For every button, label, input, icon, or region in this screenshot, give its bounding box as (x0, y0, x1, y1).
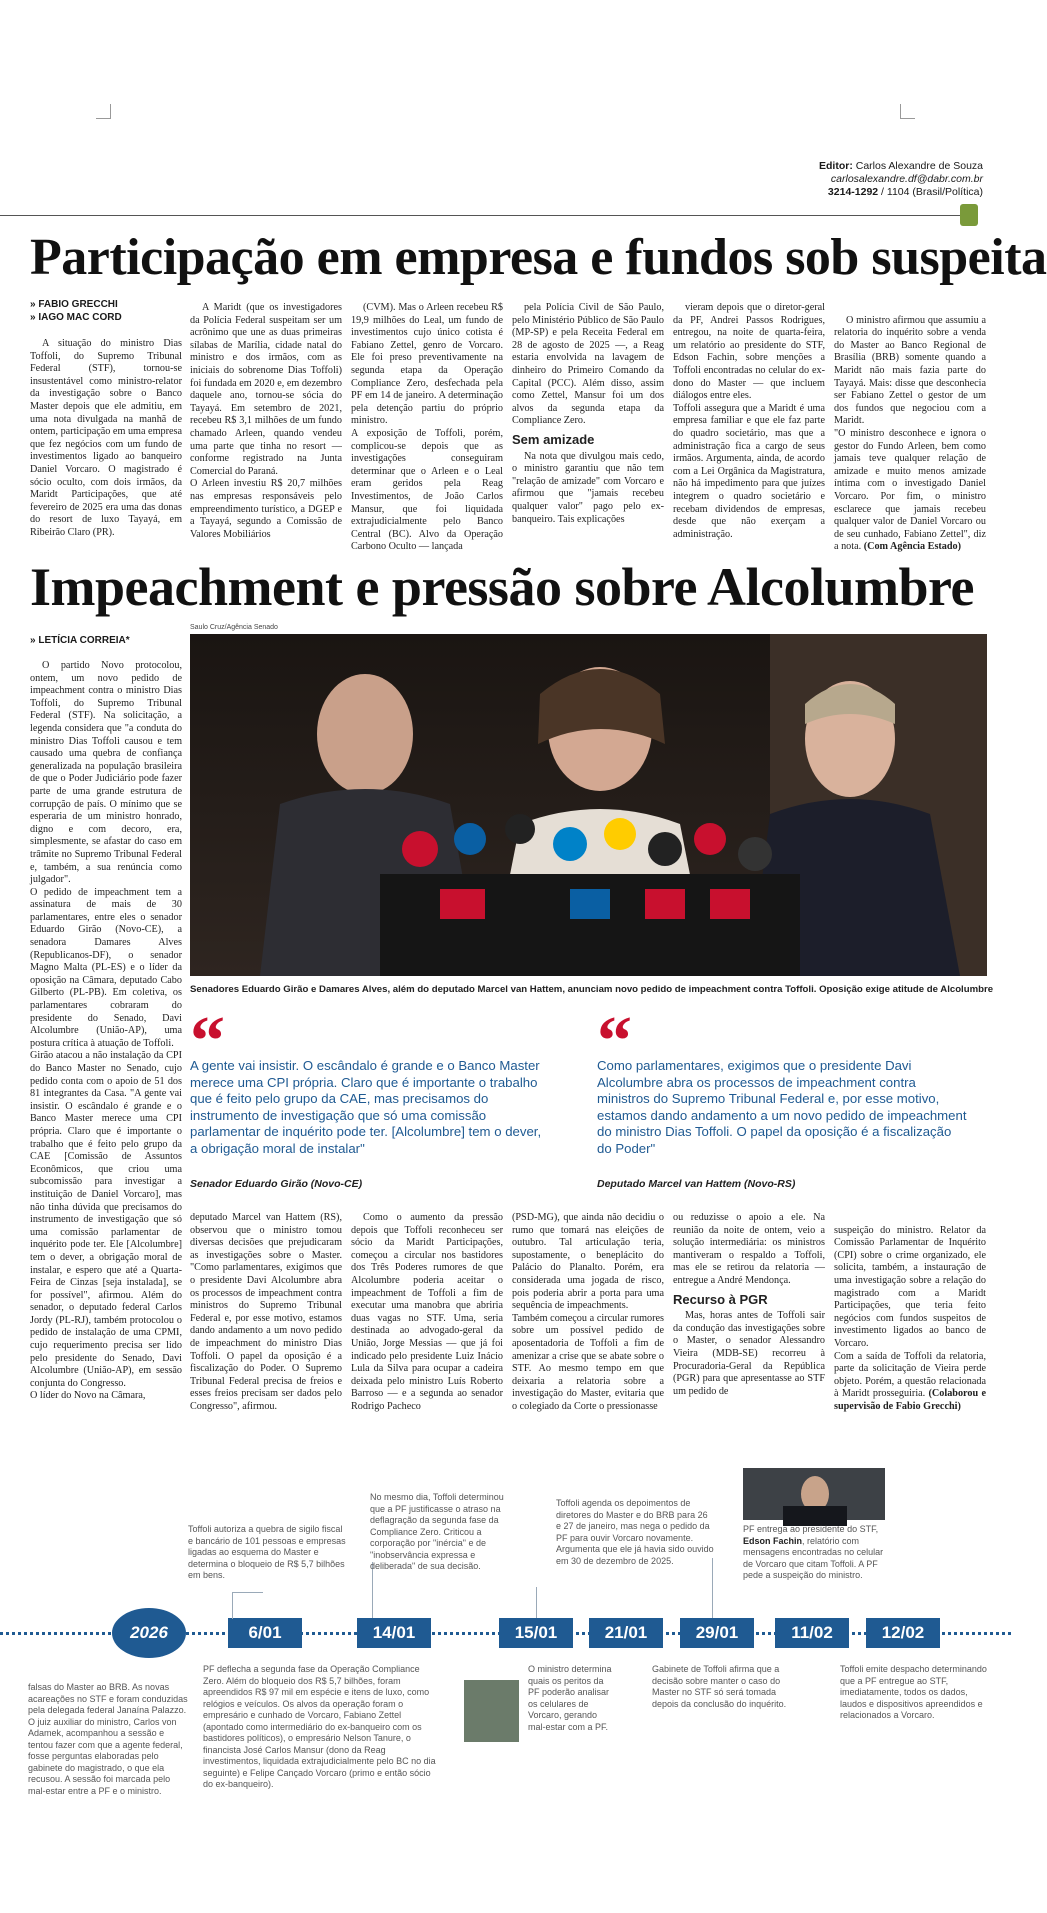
a2-col4-text: (PSD-MG), que ainda não decidiu o rumo que tomará nas eleições de outubro. Tal articulação teria, supostamente, o beneplácito do Palácio do Planalto. Porém, era considerada uma jogada de risco, pois poderia abrir a porta para uma sequência de impeachments. Também começou a circular rumores sobre um possível pedido de aposentadoria de Toffoli a fim de amenizar a crise que se abate sobre o STF. Ao mesmo tempo em que deixaria a relatoria sobre a investigação do Master, evitaria que o colegiado da Corte o pressionasse (512, 1212, 664, 1412)
a2-col5b-text: Mas, horas antes de Toffoli sair da condução das investigações sobre o Master, o senador Alessandro Vieira (MDB-SE) recorreu à Procuradoria-Geral da República (PGR) para que apresentasse ao STF um pedido de (673, 1310, 825, 1397)
a1-col6-body: O ministro afirmou que assumiu a relatoria do inquérito sobre a venda do Master ao Banco Regional de Brasília (BRB) somente quando a Maridt não mais fazia parte do Tayayá. Mais: disse que desconhecia ser Fabiano Zettel o gestor de um dos fundos que negociou com a Maridt. "O ministro desconhece e ignora o gestor do Fundo Arleen, bem como jamais teve qualquer relação de amizade e muito menos amizade íntima com o investigado Daniel Vorcaro. Por fim, o ministro esclarece que jamais recebeu qualquer valor de Daniel Vorcaro ou de seu cunhado, Fabiano Zettel", diz a nota. (834, 314, 986, 553)
byline-1: » FABIO GRECCHI (30, 299, 118, 310)
editor-phone: 3214-1292 (827, 186, 879, 198)
crop-mark-top-right (900, 104, 915, 119)
a1-col4a-text: pela Polícia Civil de São Paulo, pelo Ministério Público de São Paulo (MP-SP) e pela Receita Federal em 28 de agosto de 2025 —, a Reag estaria envolvida na lavagem de dinheiro do Primeiro Comando da Capital (PCC). Além disso, assim como Zettel, Mansur foi um dos alvos da segunda etapa da Compliance Zero. (512, 302, 664, 427)
a2-col6-body: suspeição do ministro. Relator da Comissão Parlamentar de Inquérito (CPI) sobre o crime organizado, ele solicita, também, a instauração de uma investigação sobre a relação do magistrado com a Maridt Participações, que teria feito negócios com fundos suspeitos de investimento ligados ao banco de Vorcaro. Com a saída de Toffoli da relatoria, parte da solicitação de Vieira perde objeto. Porém, a questão relacionada à Maridt prosseguiria. (834, 1224, 986, 1400)
editor-name: Carlos Alexandre de Souza (855, 160, 983, 172)
timeline-event-6-01: Toffoli autoriza a quebra de sigilo fiscal e bancário de 101 pessoas e empresas ligadas ao esquema do Master e determina o bloqueio de R$ 5,7 bilhões em bens. (188, 1524, 346, 1580)
quote-mark-icon-2: “ (597, 1003, 626, 1080)
article1-bylines (30, 298, 122, 324)
timeline-bottom-1: falsas do Master ao BRB. As novas acareações no STF e foram conduzidas pela delegada federal Janaína Palazzo. O juiz auxiliar do ministro, Carlos von Adamek, acompanhou a sessão e tentou fazer com que a agente federal, fosse perguntas elaboradas pelo gabinete do magistrado, o que ela recusou. A sessão foi marcada pelo mal-estar entre a PF e o ministro. (28, 1682, 188, 1796)
timeline-bottom-2: PF deflecha a segunda fase da Operação Compliance Zero. Além do bloqueio dos R$ 5,7 bilhões, foram apreendidos R$ 97 mil em espécie e itens de luxo, como relógios e veículos. Os alvos da operação foram o empresário e cunhado de Vorcaro, Fabiano Zettel (apontado como intermediário do ex-banqueiro com os bastidores políticos), o empresário Nelson Tanure, o financista José Carlos Mansur (dono da Reag investimentos, liquidada extrajudicialmente pelo BC no dia seguinte) e Felipe Cançado Vorcaro (primo e então sócio do ex-banqueiro). (203, 1664, 436, 1789)
a1-col6-tag: (Com Agência Estado) (863, 541, 962, 553)
quote-1-source: Senador Eduardo Girão (Novo-CE) (190, 1178, 363, 1190)
article2-col6 (834, 1212, 986, 1412)
photo-illustration (190, 634, 987, 976)
e4-a: PF entrega ao presidente do STF, (743, 1524, 879, 1534)
article2-col3 (351, 1212, 503, 1412)
a2-col1-text: O partido Novo protocolou, ontem, um novo pedido de impeachment contra o ministro Dias Toffoli, do Supremo Tribunal Federal (STF). Na solicitação, a legenda considera que "a conduta do ministro Dias Toffoli causou e tem causado uma quebra de confiança generalizada na população brasileira de que o Poder Judiciário pode fazer parte de uma grande estrutura de corrupção de país. O mínimo que se esperaria de um ministro honrado, digno e com decoro, era, simplesmente, se afastar do caso em trâmite no Supremo Tribunal Federal e, também, a sua renúncia como julgador". O pedido de impeachment tem a assinatura de mais de 30 parlamentares, entre eles o senador Eduardo Girão (Novo-CE), a senadora Damares Alves (Republicanos-DF), o senador Magno Malta (PL-ES) e o líder da oposição na Câmara, deputado Cabo Gilberto (PL-PB). Em coletiva, os parlamentares cobraram do presidente do Senado, Davi Alcolumbre (União-AP), uma postura crítica à atuação de Toffoli. Girão atacou a não instalação da CPI do Banco Master no Senado, cujo pedido conta com o apoio de 51 dos 81 integrantes da Casa. "A gente vai insistir. O escândalo é grande e o Banco Master merece uma CPI própria. Claro que é importante o trabalho que é feito pelo grupo da CAE [Comissão de Assuntos Econômicos, que criou uma subcomissão para investigar a instituição de Daniel Vorcaro], mas não tinha dúvida que precisamos do instrumento de investigação que só uma comissão parlamentar de inquérito pode ter. Ele [Alcolumbre] tem o dever, a obrigação moral de instalar, e espero que até a Quarta-Feira de Cinzas [seja instalada], se for possível", afirmou. Além do senador, o deputado federal Carlos Jordy (PL-RJ), também protocolou o pedido de instalação de uma CPMI, cujo requerimento precisa ser lido pelo presidente do Senado, Davi Alcolumbre (União-AP), em sessão conjunta do Congresso. O líder do Novo na Câmara, (30, 660, 182, 1402)
editor-email[interactable]: carlosalexandre.df@dabr.com.br (830, 173, 983, 185)
timeline-date-2: 14/01 (357, 1618, 431, 1648)
quote-1: A gente vai insistir. O escândalo é grande e o Banco Master merece uma CPI própria. Claro que é importante o trabalho que é feito pelo grupo da CAE, mas precisamos do instrumento de investigação que só uma comissão parlamentar de inquérito pode ter. [Alcolumbre] tem o dever, a obrigação moral de instalar" (190, 1058, 542, 1156)
connector-1 (232, 1592, 263, 1619)
timeline-date-3: 15/01 (499, 1618, 573, 1648)
timeline-bottom-5: Toffoli emite despacho determinando que a PF entregue ao STF, imediatamente, todos os dados, laudos e dispositivos apreendidos e relacionados a Vorcaro. (840, 1664, 987, 1720)
article2-col4 (512, 1212, 664, 1412)
timeline-year: 2026 (112, 1608, 186, 1658)
article1-col3 (351, 302, 503, 578)
article1-col4 (512, 302, 664, 578)
quote-2-source: Deputado Marcel van Hattem (Novo-RS) (597, 1178, 796, 1190)
a2-col3-text: Como o aumento da pressão depois que Toffoli reconheceu ser sócio da Maridt Participações, começou a circular nos bastidores dos Três Poderes rumores de que Alcolumbre poderia aceitar o impeachment de Toffoli a fim de executar uma manobra que abriria duas vagas no STF. Uma, seria destinada ao advogado-geral da União, Jorge Messias — que já foi indicado pelo presidente Luiz Inácio Lula da Silva para ocupar a cadeira deixada pelo ministro Luís Roberto Barroso — e a segunda ao senador Rodrigo Pacheco (351, 1212, 503, 1412)
photo-caption: Senadores Eduardo Girão e Damares Alves, além do deputado Marcel van Hattem, anunciam novo pedido de impeachment contra Toffoli. Oposição exige atitude de Alcolumbre (190, 984, 994, 995)
article2-headline: Impeachment e pressão sobre Alcolumbre (30, 557, 974, 617)
a2-col6-text (834, 1225, 986, 1414)
a1-col4b-text: Na nota que divulgou mais cedo, o ministro garantiu que não tem "relação de amizade" com Vorcaro e afirmou que "jamais recebeu qualquer valor" pago pelo ex-banqueiro. Tais explicações (512, 450, 664, 525)
timeline-date-4: 21/01 (589, 1618, 663, 1648)
e4-name: Edson Fachin (743, 1535, 803, 1546)
article2-col2 (190, 1212, 342, 1412)
celulares-photo (464, 1680, 519, 1742)
a1-col2-text: A Maridt (que os investigadores da Polícia Federal suspeitam ser um acrônimo que une as duas primeiras sílabas de Marília, cidade natal do ministro e dos irmãos, com as iniciais do sobrenome Dias Toffoli) foi fundada em 2020 e, em dezembro daquele ano, tornou-se sócia do Tayayá. Em setembro de 2021, recebeu R$ 3,1 milhões de um fundo chamado Arleen, quando vendeu uma parte que tinha no resort — conforme registrado na Junta Comercial do Paraná. O Arleen investiu R$ 20,7 milhões nas empresas responsáveis pelo empreendimento turístico, a DGEP e a Tayayá, segundo a Comissão de Valores Mobiliários (190, 302, 342, 540)
a2-col5a-text: ou reduzisse o apoio a ele. Na reunião da noite de ontem, veio a solução intermediária: os ministros mantiveram o respaldo a Toffoli, mas ele se retirou da relatoria — entregue a André Mendonça. (673, 1212, 825, 1286)
quote-mark-icon-1: “ (190, 1003, 219, 1080)
timeline-date-5: 29/01 (680, 1618, 754, 1648)
press-conference-photo (190, 634, 987, 976)
article1-col1 (30, 338, 182, 578)
editor-desk: / 1104 (Brasil/Política) (878, 186, 983, 198)
header-rule (0, 215, 968, 216)
a2-col6-tag: (Colaborou e supervisão de Fabio Grecchi) (834, 1388, 986, 1412)
a1-col5-text: vieram depois que o diretor-geral da PF, Andrei Passos Rodrigues, entregou, na noite de quarta-feira, um relatório ao presidente do STF, Edson Fachin, sobre menções a Toffoli encontradas no celular do ex-dono do Master — que incluem diálogos entre eles. Toffoli assegura que a Maridt é uma empresa familiar e que ele faz parte do quadro societário, mas que a administração fica a cargo de seus irmãos. Argumenta, ainda, de acordo com a Lei Orgânica da Magistratura, não há impedimento para que juízes integrem o quadro societário e recebam dividendos de empresas, desde que não exerçam a administração. (673, 302, 825, 540)
fachin-photo (743, 1468, 885, 1520)
editor-block (819, 160, 983, 199)
quote-2: Como parlamentares, exigimos que o presidente Davi Alcolumbre abra os processos de impeachment contra ministros do Supremo Tribunal Federal e, por esse motivo, estamos dando andamento a um novo pedido de impeachment do ministro Dias Toffoli. O papel da oposição é a fiscalização do Poder" (597, 1058, 967, 1156)
article1-col6 (834, 302, 986, 578)
a1-col3-text: (CVM). Mas o Arleen recebeu R$ 19,9 milhões do Leal, um fundo de investimentos cujo único cotista é Fabiano Zettel, genro de Vorcaro. Ele foi preso preventivamente na segunda etapa da Operação Compliance Zero, desfechada pela PF em 14 de janeiro. A determinação pela detenção partiu do próprio ministro. A exposição de Toffoli, porém, complicou-se depois que as investigações conseguiram determinar que o Arleen e o Leal eram geridos pela Reag Investimentos, de João Carlos Mansur, que foi liquidada extrajudicialmente pelo Banco Central (BC). Alvo da Operação Carbono Oculto — lançada (351, 302, 503, 553)
timeline-event-21-01: Toffoli agenda os depoimentos de diretores do Master e do BRB para 26 e 27 de janeiro, mas nega o pedido da PF para ouvir Vorcaro novamente. Argumenta que ele já havia sido ouvido em 30 de dezembro de 2025. (556, 1498, 714, 1566)
a2-col2-text: deputado Marcel van Hattem (RS), observou que o ministro tomou diversas decisões que prejudicaram as investigações sobre o Master. "Como parlamentares, exigimos que o presidente Davi Alcolumbre abra os processos de impeachment contra ministros do Supremo Tribunal Federal e, por esse motivo, estamos dando andamento a um novo pedido de impeachment do ministro Dias Toffoli. O papel da oposição é a fiscalização do Poder. O Supremo Tribunal Federal precisa de freios e esses freios precisam ser dados pelo Congresso", afirmou. (190, 1212, 342, 1412)
timeline-date-7: 12/02 (866, 1618, 940, 1648)
a2-subhead: Recurso à PGR (673, 1291, 768, 1307)
article2-col1 (30, 660, 182, 1402)
editor-label: Editor: (819, 160, 853, 172)
timeline-event-14-01: No mesmo dia, Toffoli determinou que a PF justificasse o atraso na deflagração da segunda fase da Compliance Zero. Criticou a corporação por "inércia" e de "inobservância expressa e deliberada" de sua decisão. (370, 1492, 504, 1571)
article1-col2 (190, 302, 342, 578)
timeline-date-6: 11/02 (775, 1618, 849, 1648)
article2-col5 (673, 1212, 825, 1397)
timeline-bottom-3: O ministro determina quais os peritos da PF poderão analisar os celulares de Vorcaro, gerando mal-estar com a PF. (528, 1664, 612, 1732)
article1-col5 (673, 302, 825, 578)
thumbs-up-icon (960, 204, 978, 226)
connector-3 (536, 1587, 567, 1618)
a1-col6-text (834, 315, 986, 554)
e4-b: , relatório com mensagens encontradas no celular de Vorcaro que citam Toffoli. A PF pede a suspeição do ministro. (743, 1535, 884, 1580)
byline-2: » IAGO MAC CORD (30, 312, 122, 323)
article2-byline: » LETÍCIA CORREIA* (30, 635, 130, 646)
article1-headline: Participação em empresa e fundos sob suspeita (30, 229, 1047, 286)
photo-credit: Saulo Cruz/Agência Senado (190, 624, 278, 631)
timeline-bottom-4: Gabinete de Toffoli afirma que a decisão sobre manter o caso do Master no STF só será tomada depois da conclusão do inquérito. (652, 1664, 787, 1709)
timeline-event-29-01 (743, 1524, 893, 1582)
timeline-date-1: 6/01 (228, 1618, 302, 1648)
crop-mark-top-left (96, 104, 111, 119)
a1-subhead: Sem amizade (512, 431, 595, 447)
a1-col1-text: A situação do ministro Dias Toffoli, do Supremo Tribunal Federal (STF), tornou-se insustentável como ministro-relator da investigação sobre o Banco Master depois que ele admitiu, em uma nota divulgada na manhã de ontem, participação em uma empresa que fez negócios com um fundo de investimentos ligado ao banqueiro Daniel Vorcaro. O magistrado é sócio oculto, com dois irmãos, da Maridt Participações, que até fevereiro de 2025 era uma das donas do resort de luxo Tayayá, em Ribeirão Claro (PR). (30, 338, 182, 538)
